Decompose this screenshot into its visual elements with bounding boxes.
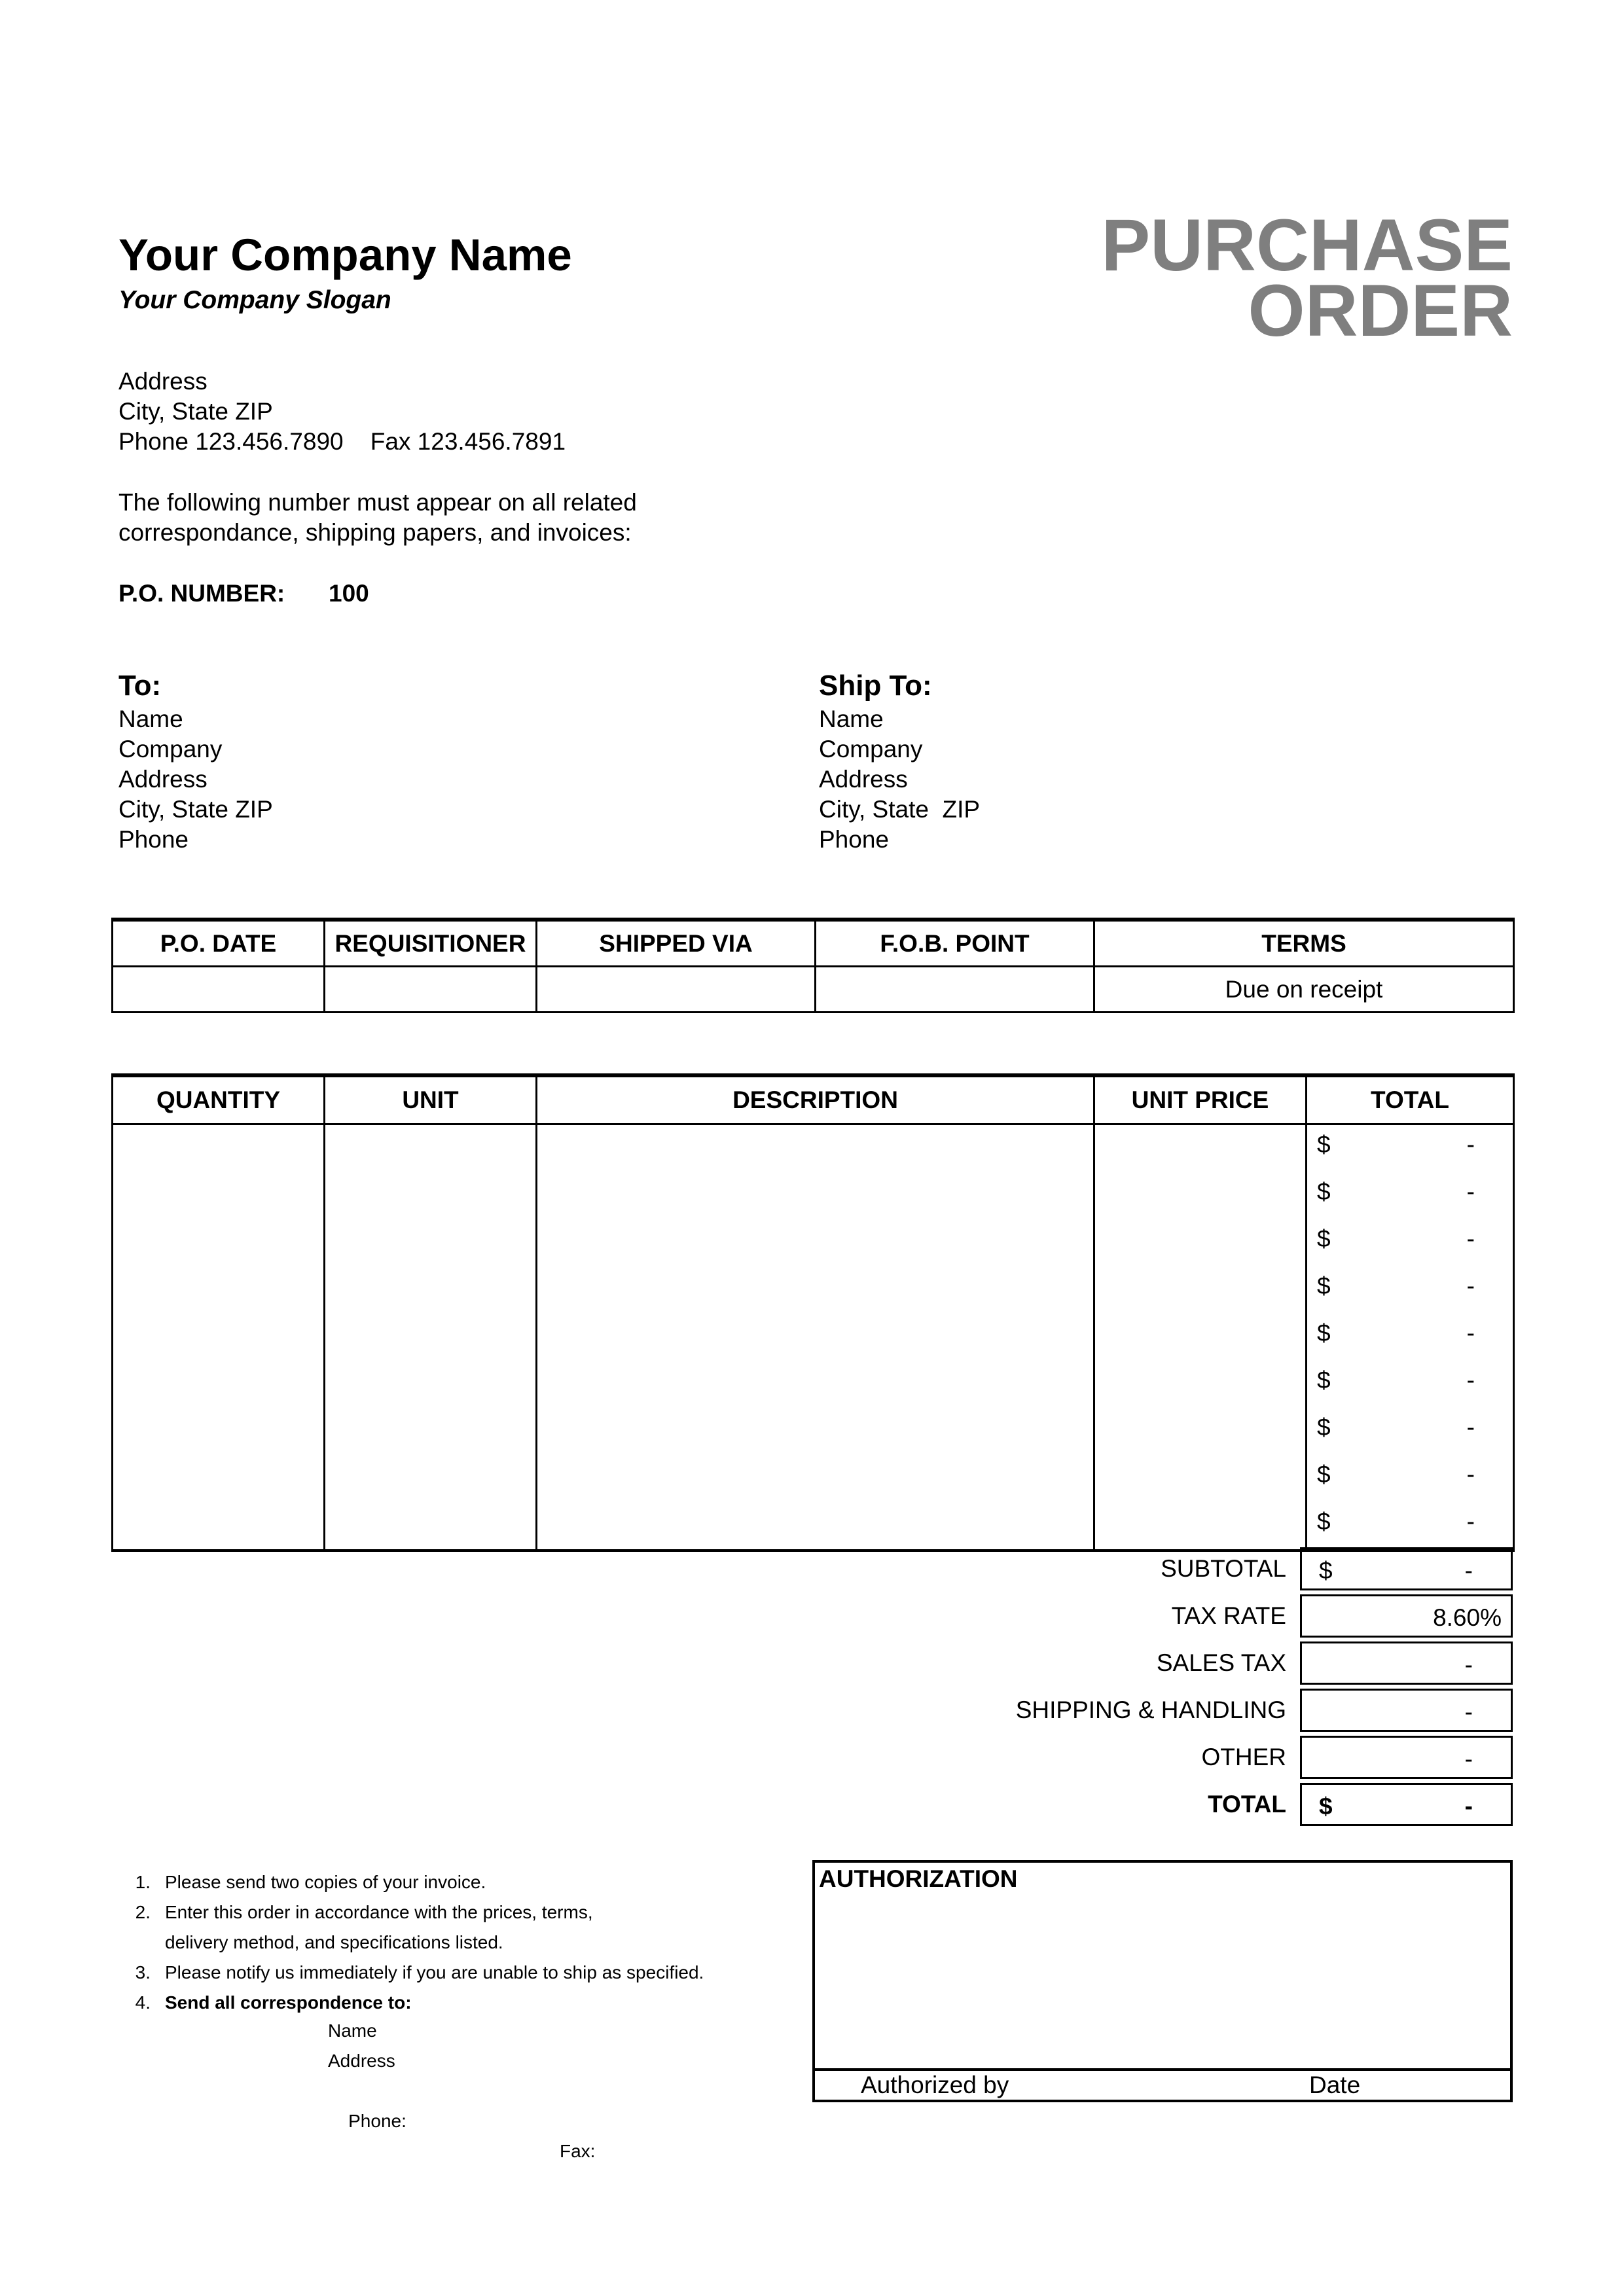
line-total-row (1300, 1407, 1513, 1446)
quantity-column[interactable] (113, 1124, 325, 1551)
requisitioner-cell[interactable] (325, 967, 537, 1013)
company-slogan: Your Company Slogan (118, 286, 391, 314)
header-unit-price: UNIT PRICE (1094, 1075, 1307, 1124)
notice-line-1: The following number must appear on all related (118, 489, 637, 516)
line-total-row (1300, 1266, 1513, 1305)
terms-cell[interactable]: Due on receipt (1094, 967, 1514, 1013)
line-total-row (1300, 1172, 1513, 1211)
to-address: Address (118, 766, 208, 793)
line-total-currency: $ (1317, 1225, 1331, 1252)
instruction-item: delivery method, and specifications listed. (165, 1932, 503, 1952)
total-currency: $ (1319, 1793, 1333, 1820)
order-info-value-row (113, 967, 1514, 1013)
line-total-currency: $ (1317, 1508, 1331, 1535)
authorization-box[interactable] (812, 1860, 1513, 2102)
notice-line-2: correspondance, shipping papers, and invoices: (118, 519, 632, 546)
tax-rate-box[interactable] (1300, 1594, 1513, 1638)
line-total-row (1300, 1360, 1513, 1399)
authorization-label: AUTHORIZATION (819, 1865, 1018, 1892)
to-company: Company (118, 736, 223, 762)
contact-fax: Fax: (560, 2141, 596, 2161)
to-name: Name (118, 706, 183, 732)
line-total-value: - (1466, 1319, 1475, 1346)
line-total-value: - (1466, 1131, 1475, 1158)
ship-to-block (819, 669, 980, 855)
shipping-value: - (1464, 1698, 1473, 1725)
other-label: OTHER (1201, 1744, 1286, 1770)
title-line-1: PURCHASE (1101, 204, 1513, 286)
line-total-row (1300, 1454, 1513, 1494)
line-total-currency: $ (1317, 1272, 1331, 1299)
line-total-value: - (1466, 1225, 1475, 1252)
line-total-row (1300, 1313, 1513, 1352)
instruction-item: 3. Please notify us immediately if you are unable to ship as specified. (135, 1962, 704, 1982)
company-city: City, State ZIP (118, 398, 273, 425)
po-date-cell[interactable] (113, 967, 325, 1013)
shipped-via-cell[interactable] (537, 967, 816, 1013)
contact-phone-fax (328, 2076, 596, 2197)
other-box[interactable] (1300, 1736, 1513, 1779)
line-total-currency: $ (1317, 1131, 1331, 1158)
sales-tax-label: SALES TAX (1156, 1649, 1286, 1676)
to-city: City, State ZIP (118, 796, 273, 823)
company-name: Your Company Name (118, 230, 572, 280)
total-value: - (1464, 1793, 1473, 1820)
sales-tax-box (1300, 1641, 1513, 1685)
tax-rate-value: 8.60% (1433, 1604, 1502, 1631)
line-total-value: - (1466, 1414, 1475, 1441)
line-total-row (1300, 1219, 1513, 1258)
line-total-value: - (1466, 1178, 1475, 1205)
header-quantity: QUANTITY (113, 1075, 325, 1124)
header-po-date: P.O. DATE (113, 920, 325, 967)
title-line-2: ORDER (1248, 270, 1513, 351)
date-label: Date (1309, 2072, 1361, 2098)
po-number-label: P.O. NUMBER: (118, 580, 285, 607)
ship-to-city: City, State ZIP (819, 796, 981, 823)
line-total-value: - (1466, 1367, 1475, 1393)
signature-line (815, 2068, 1510, 2100)
company-address: Address (118, 368, 208, 395)
line-total-currency: $ (1317, 1414, 1331, 1441)
instruction-item: 4. Send all correspondence to: (135, 1992, 412, 2013)
po-notice (118, 488, 637, 548)
order-info-header-row (113, 920, 1514, 967)
subtotal-box (1300, 1547, 1513, 1590)
po-number-value: 100 (329, 580, 369, 607)
line-total-row (1300, 1124, 1513, 1164)
other-value: - (1464, 1746, 1473, 1772)
description-column[interactable] (537, 1124, 1094, 1551)
line-total-currency: $ (1317, 1319, 1331, 1346)
tax-rate-label: TAX RATE (1171, 1602, 1286, 1629)
ship-to-heading: Ship To: (819, 670, 932, 702)
subtotal-value: - (1464, 1557, 1473, 1584)
instruction-item: 2. Enter this order in accordance with the prices, terms, (135, 1902, 593, 1922)
header-description: DESCRIPTION (537, 1075, 1094, 1124)
line-items-header-row (113, 1075, 1514, 1124)
company-address-block (118, 367, 566, 457)
header-terms: TERMS (1094, 920, 1514, 967)
line-total-currency: $ (1317, 1178, 1331, 1205)
subtotal-currency: $ (1319, 1557, 1333, 1584)
shipping-label: SHIPPING & HANDLING (1015, 1696, 1286, 1723)
ship-to-phone: Phone (819, 826, 889, 853)
ship-to-company: Company (819, 736, 923, 762)
unit-price-column[interactable] (1094, 1124, 1307, 1551)
order-info-table (111, 918, 1515, 1013)
header-shipped-via: SHIPPED VIA (537, 920, 816, 967)
document-title (1101, 204, 1513, 351)
line-total-row (1300, 1501, 1513, 1541)
po-number (118, 580, 369, 607)
total-box (1300, 1783, 1513, 1826)
header-total: TOTAL (1307, 1075, 1514, 1124)
subtotal-label: SUBTOTAL (1161, 1555, 1286, 1582)
line-total-currency: $ (1317, 1367, 1331, 1393)
contact-name: Name (328, 2020, 377, 2041)
ship-to-name: Name (819, 706, 884, 732)
correspondence-contact (328, 2016, 596, 2197)
shipping-box[interactable] (1300, 1689, 1513, 1732)
contact-phone: Phone: (348, 2111, 406, 2131)
vendor-block (118, 669, 273, 855)
header-fob-point: F.O.B. POINT (816, 920, 1094, 967)
instruction-item: 1. Please send two copies of your invoice. (135, 1872, 486, 1892)
fob-point-cell[interactable] (816, 967, 1094, 1013)
line-total-value: - (1466, 1461, 1475, 1488)
to-heading: To: (118, 670, 162, 702)
ship-to-address: Address (819, 766, 908, 793)
instructions-list (131, 1867, 704, 2018)
line-total-value: - (1466, 1272, 1475, 1299)
line-total-currency: $ (1317, 1461, 1331, 1488)
to-phone: Phone (118, 826, 189, 853)
header-unit: UNIT (325, 1075, 537, 1124)
unit-column[interactable] (325, 1124, 537, 1551)
line-total-value: - (1466, 1508, 1475, 1535)
authorized-by-label: Authorized by (861, 2072, 1009, 2098)
sales-tax-value: - (1464, 1651, 1473, 1678)
header-requisitioner: REQUISITIONER (325, 920, 537, 967)
company-phone-fax: Phone 123.456.7890 Fax 123.456.7891 (118, 428, 566, 455)
contact-address: Address (328, 2051, 395, 2071)
total-label: TOTAL (1208, 1791, 1286, 1818)
